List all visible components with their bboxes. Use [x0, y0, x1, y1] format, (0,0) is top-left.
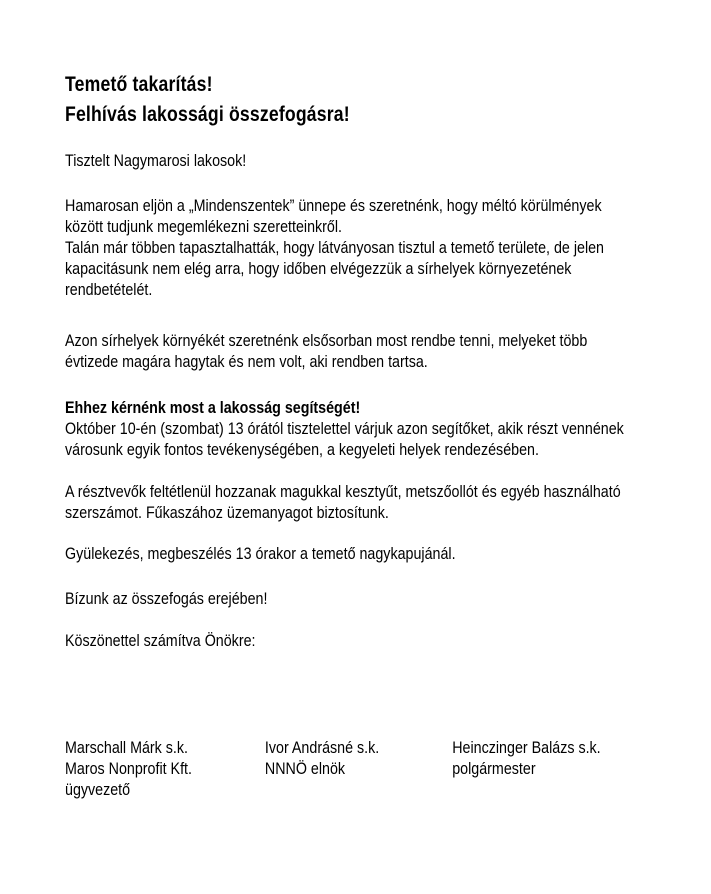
signature-column-heinczinger	[452, 737, 600, 779]
closing-thanks	[65, 630, 591, 651]
signature-column-ivor	[265, 737, 452, 779]
trust-statement	[65, 588, 591, 609]
text-line: Azon sírhelyek környékét szeretnénk elsősorban most rendbe tenni, melyeket több	[65, 331, 588, 350]
text-line: Gyülekezés, megbeszélés 13 órakor a temető nagykapujánál.	[65, 544, 456, 563]
text-line: Tisztelt Nagymarosi lakosok!	[65, 151, 247, 170]
signature-name: Ivor Andrásné s.k.	[264, 738, 380, 757]
text-line: városunk egyik fontos tevékenységében, a kegyeleti helyek rendezésében.	[65, 440, 539, 459]
paragraph-call	[65, 397, 624, 460]
call-heading: Ehhez kérnénk most a lakosság segítségét!	[65, 398, 361, 417]
text-line: Október 10-én (szombat) 13 órától tisztelettel várjuk azon segítőket, akik részt vennének	[65, 419, 624, 438]
paragraph-intro	[65, 195, 605, 300]
signature-role: polgármester	[452, 759, 536, 778]
signature-role: ügyvezető	[65, 780, 131, 799]
text-line: Bízunk az összefogás erejében!	[65, 589, 268, 608]
signature-name: Marschall Márk s.k.	[65, 738, 188, 757]
text-line: szerszámot. Fűkaszához üzemanyagot biztosítunk.	[65, 503, 389, 522]
text-line: rendbetételét.	[65, 280, 153, 299]
salutation	[65, 150, 591, 171]
meeting-info	[65, 543, 591, 564]
text-line: között tudjunk megemlékezni szeretteinkről.	[65, 217, 343, 236]
text-line: Hamarosan eljön a „Mindenszentek” ünnepe és szeretnénk, hogy méltó körülmények	[65, 196, 602, 215]
text-line: Köszönettel számítva Önökre:	[65, 631, 256, 650]
document-title	[65, 70, 591, 130]
document-content	[65, 70, 624, 800]
paragraph-equipment	[65, 481, 621, 523]
signature-name: Heinczinger Balázs s.k.	[452, 738, 601, 757]
text-line: évtizede magára hagytak és nem volt, aki rendben tartsa.	[65, 352, 428, 371]
title-line: Temető takarítás!	[65, 73, 213, 96]
title-line: Felhívás lakossági összefogásra!	[65, 103, 350, 126]
signature-role: NNNÖ elnök	[264, 759, 346, 778]
signature-column-marschall	[65, 737, 265, 800]
text-line: kapacitásunk nem elég arra, hogy időben elvégezzük a sírhelyek környezetének	[65, 259, 572, 278]
text-line: A résztvevők feltétlenül hozzanak magukkal kesztyűt, metszőollót és egyéb használható	[65, 482, 621, 501]
signature-org: Maros Nonprofit Kft.	[65, 759, 192, 778]
text-line: Talán már többen tapasztalhatták, hogy látványosan tisztul a temető területe, de jelen	[65, 238, 605, 257]
paragraph-graves	[65, 330, 591, 372]
signature-block	[65, 737, 601, 800]
